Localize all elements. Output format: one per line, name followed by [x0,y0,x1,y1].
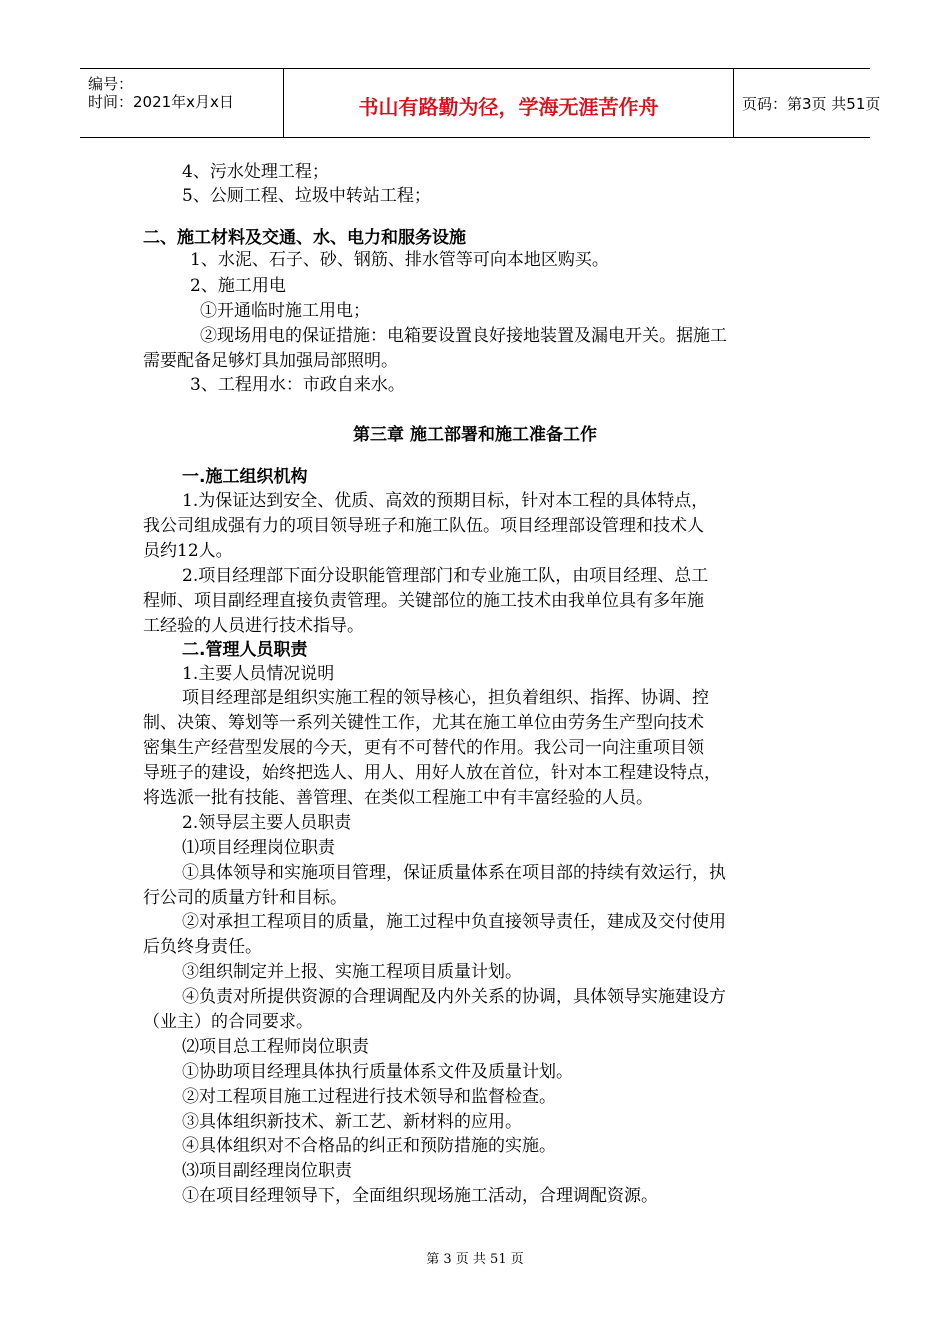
text-line: （业主）的合同要求。 [143,1012,313,1032]
text-line: ①具体领导和实施项目管理，保证质量体系在项目部的持续有效运行，执 [182,863,726,883]
text-line: ⑴项目经理岗位职责 [182,838,335,858]
header-page-label: 页码：第3页 共51页 [742,95,881,113]
text-line: 员约12人。 [143,541,233,561]
text-line: 4、污水处理工程； [182,162,329,182]
text-line: 1.为保证达到安全、优质、高效的预期目标，针对本工程的具体特点， [182,491,709,511]
text-line: 项目经理部是组织实施工程的领导核心，担负着组织、指挥、协调、控 [182,688,709,708]
text-line: 1.主要人员情况说明 [182,664,335,684]
text-line: ⑶项目副经理岗位职责 [182,1161,352,1181]
text-line: ②对承担工程项目的质量，施工过程中负直接领导责任，建成及交付使用 [182,912,726,932]
header-motto-cell [283,69,734,137]
header-page-cell [734,69,881,137]
text-line: ②现场用电的保证措施：电箱要设置良好接地装置及漏电开关。据施工 [200,326,727,346]
text-line: ①开通临时施工用电； [200,301,370,321]
chapter-title: 第三章 施工部署和施工准备工作 [353,425,597,445]
section-heading: 二、施工材料及交通、水、电力和服务设施 [143,228,466,248]
text-line: ④负责对所提供资源的合理调配及内外关系的协调，具体领导实施建设方 [182,987,726,1007]
document-time-label: 时间：2021年x月x日 [88,93,234,111]
text-line: 后负终身责任。 [143,937,262,957]
text-line: 导班子的建设，始终把选人、用人、用好人放在首位，针对本工程建设特点， [143,763,721,783]
text-line: ②对工程项目施工过程进行技术领导和监督检查。 [182,1087,556,1107]
text-line: 制、决策、筹划等一系列关键性工作，尤其在施工单位由劳务生产型向技术 [143,713,704,733]
text-line: ③组织制定并上报、实施工程项目质量计划。 [182,962,522,982]
text-line: 2.领导层主要人员职责 [182,813,352,833]
text-line: 5、公厕工程、垃圾中转站工程； [182,186,431,206]
text-line: 程师、项目副经理直接负责管理。关键部位的施工技术由我单位具有多年施 [143,591,704,611]
text-line: 2.项目经理部下面分设职能管理部门和专业施工队，由项目经理、总工 [182,566,709,586]
text-line: 2、施工用电 [190,276,286,296]
text-line: ①协助项目经理具体执行质量体系文件及质量计划。 [182,1062,573,1082]
section-heading: 一.施工组织机构 [182,467,308,487]
text-line: 行公司的质量方针和目标。 [143,888,347,908]
document-header [80,68,881,138]
text-line: ③具体组织新技术、新工艺、新材料的应用。 [182,1112,522,1132]
header-info-cell [80,69,283,137]
text-line: 工经验的人员进行技术指导。 [143,616,364,636]
text-line: 1、水泥、石子、砂、钢筋、排水管等可向本地区购买。 [190,250,609,270]
page-footer: 第 3 页 共 51 页 [426,1252,524,1267]
text-line: ⑵项目总工程师岗位职责 [182,1037,369,1057]
text-line: ①在项目经理领导下，全面组织现场施工活动，合理调配资源。 [182,1186,658,1206]
header-motto: 书山有路勤为径，学海无涯苦作舟 [358,95,659,119]
text-line: 将选派一批有技能、善管理、在类似工程施工中有丰富经验的人员。 [143,788,653,808]
section-heading: 二.管理人员职责 [182,640,308,660]
document-number-label: 编号： [88,75,134,93]
text-line: 我公司组成强有力的项目领导班子和施工队伍。项目经理部设管理和技术人 [143,516,704,536]
text-line: ④具体组织对不合格品的纠正和预防措施的实施。 [182,1136,556,1156]
text-line: 3、工程用水：市政自来水。 [190,375,405,395]
text-line: 需要配备足够灯具加强局部照明。 [143,351,398,371]
text-line: 密集生产经营型发展的今天，更有不可替代的作用。我公司一向注重项目领 [143,738,704,758]
